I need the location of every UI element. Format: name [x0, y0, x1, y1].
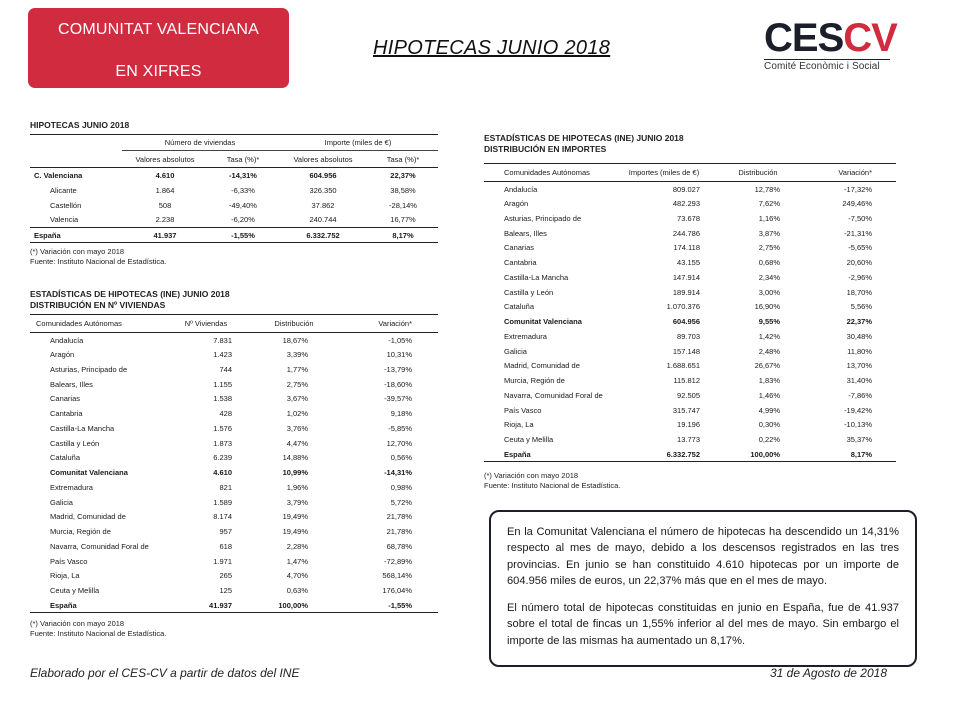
table-row	[30, 598, 438, 613]
cell-value: 26,67%	[754, 361, 780, 371]
table-row	[484, 359, 896, 374]
logo-mark	[764, 18, 904, 58]
cell-value: 1,46%	[758, 390, 780, 400]
row-label: Cataluña	[504, 302, 535, 312]
cell-value: 41.937	[209, 600, 232, 610]
cell-value: 8.174	[213, 512, 232, 522]
cell-value: -72,89%	[384, 556, 412, 566]
row-label: Andalucía	[50, 335, 84, 345]
cell-value: 9,18%	[390, 409, 412, 419]
cell-value: -1,05%	[388, 335, 412, 345]
logo-mark-cv: CV	[843, 16, 897, 60]
cell-value: 7.831	[213, 335, 232, 345]
table-row	[30, 583, 438, 598]
cell-value: 3,39%	[286, 350, 308, 360]
row-label: Murcia, Región de	[50, 527, 111, 537]
table-row	[484, 226, 896, 241]
table-row	[30, 495, 438, 510]
cell-value: 16,77%	[390, 215, 416, 225]
table-row	[30, 347, 438, 362]
cell-value: 5,72%	[390, 497, 412, 507]
cell-value: 19,49%	[282, 512, 308, 522]
cell-value: 92.505	[677, 390, 700, 400]
cell-value: 115.812	[673, 376, 700, 386]
col-header: Comunidades Autónomas	[36, 319, 122, 328]
cell-value: 157.148	[672, 346, 700, 356]
cell-value: 125	[219, 586, 232, 596]
table-row	[30, 421, 438, 436]
cell-value: 12,78%	[754, 184, 780, 194]
summary-table-title: HIPOTECAS JUNIO 2018	[30, 120, 130, 130]
cell-value: 315.747	[672, 405, 700, 415]
cell-value: -5,85%	[388, 423, 412, 433]
region-badge	[28, 8, 289, 88]
cell-value: 73.678	[677, 213, 700, 223]
row-label: C. Valenciana	[34, 170, 83, 180]
group-header-importe: Importe (miles de €)	[278, 135, 438, 151]
row-label: Cataluña	[50, 453, 81, 463]
cell-value: -6,20%	[231, 215, 255, 225]
cell-value: 2,75%	[286, 379, 308, 389]
table-row	[30, 213, 438, 228]
cell-value: -1,55%	[388, 600, 412, 610]
col-header: Distribución	[738, 168, 778, 177]
table-row	[484, 211, 896, 226]
cell-value: -7,50%	[848, 213, 872, 223]
viviendas-title-2: DISTRIBUCIÓN EN Nº VIVIENDAS	[30, 300, 166, 310]
table-row	[484, 182, 896, 197]
row-label: Castilla y León	[504, 287, 554, 297]
importes-note: (*) Variación con mayo 2018	[484, 471, 579, 481]
row-label: Balears, Illes	[50, 379, 93, 389]
cell-value: 4,47%	[286, 438, 308, 448]
row-label: Galicia	[504, 346, 527, 356]
summary-table	[30, 134, 438, 243]
importes-table-block	[484, 133, 896, 490]
cell-value: 19,49%	[282, 527, 308, 537]
row-label: Navarra, Comunidad Foral de	[504, 390, 603, 400]
cell-value: 35,37%	[846, 435, 872, 445]
cell-value: 482.293	[672, 199, 700, 209]
table-row	[30, 406, 438, 421]
cell-value: 604.956	[309, 170, 337, 180]
cell-value: 30,48%	[846, 331, 872, 341]
cell-value: 174.118	[673, 243, 700, 253]
footer-source: Elaborado por el CES-CV a partir de datos del INE	[30, 666, 300, 680]
cell-value: 0,63%	[286, 586, 308, 596]
cell-value: -2,96%	[848, 272, 872, 282]
cell-value: 38,58%	[390, 185, 416, 195]
row-label: Cantabria	[50, 409, 83, 419]
cell-value: 2,75%	[758, 243, 780, 253]
row-label: Aragón	[50, 350, 75, 360]
cell-value: 12,70%	[386, 438, 412, 448]
table-row	[30, 392, 438, 407]
table-row	[30, 465, 438, 480]
row-label: Castellón	[50, 200, 82, 210]
cell-value: 1,96%	[286, 482, 308, 492]
cell-value: 3,79%	[286, 497, 308, 507]
cell-value: -6,33%	[231, 185, 255, 195]
viviendas-table-body	[30, 333, 438, 613]
cell-value: 21,78%	[386, 527, 412, 537]
logo-subtitle: Comité Econòmic i Social	[764, 59, 890, 72]
ces-cv-logo	[764, 18, 904, 76]
cell-value: 240.744	[309, 215, 337, 225]
col-header: Nº Viviendas	[184, 319, 228, 328]
cell-value: 5,56%	[850, 302, 872, 312]
badge-line-2: EN XIFRES	[115, 63, 202, 80]
row-label: Andalucía	[504, 184, 538, 194]
cell-value: 3,76%	[286, 423, 308, 433]
cell-value: 1.423	[213, 350, 232, 360]
cell-value: 2,34%	[758, 272, 780, 282]
summary-source: Fuente: Instituto Nacional de Estadística.	[30, 256, 167, 266]
cell-value: 37.862	[311, 200, 335, 210]
cell-value: 9,55%	[758, 317, 780, 327]
table-row	[484, 403, 896, 418]
cell-value: -28,14%	[389, 200, 417, 210]
table-row	[30, 436, 438, 451]
cell-value: -18,60%	[384, 379, 412, 389]
logo-mark-ces: CES	[764, 16, 844, 60]
summary-table-body	[30, 168, 438, 243]
row-label: País Vasco	[50, 556, 88, 566]
row-label: Madrid, Comunidad de	[504, 361, 580, 371]
row-label: Valencia	[50, 215, 79, 225]
cell-value: 4.610	[155, 170, 175, 180]
cell-value: -10,13%	[844, 420, 872, 430]
summary-note: (*) Variación con mayo 2018	[30, 247, 125, 256]
cell-value: 1.155	[213, 379, 232, 389]
cell-value: 2,28%	[286, 541, 308, 551]
cell-value: 6.332.752	[666, 449, 700, 459]
cell-value: 1,47%	[286, 556, 308, 566]
footer-date: 31 de Agosto de 2018	[770, 666, 887, 680]
row-label: Comunitat Valenciana	[50, 468, 128, 478]
cell-value: 326.350	[309, 185, 337, 195]
table-row	[484, 329, 896, 344]
cell-value: 0,56%	[390, 453, 412, 463]
sub-header: Valores absolutos	[135, 154, 195, 164]
cell-value: 568,14%	[382, 571, 412, 581]
cell-value: 18,67%	[282, 335, 308, 345]
cell-value: 4.610	[213, 468, 232, 478]
importes-table-body	[484, 182, 896, 462]
cell-value: 100,00%	[750, 449, 780, 459]
table-row	[484, 344, 896, 359]
row-label: Castilla y León	[50, 438, 100, 448]
cell-value: 618	[219, 541, 232, 551]
importes-source: Fuente: Instituto Nacional de Estadística.	[484, 480, 621, 490]
cell-value: 1.688.651	[666, 361, 700, 371]
col-header: Variación*	[378, 319, 412, 328]
viviendas-note: (*) Variación con mayo 2018	[30, 619, 125, 629]
cell-value: -7,86%	[848, 390, 872, 400]
row-label: Extremadura	[50, 482, 93, 492]
table-row	[30, 524, 438, 539]
table-row	[30, 569, 438, 584]
cell-value: 3,00%	[758, 287, 780, 297]
table-row	[30, 183, 438, 198]
row-label: Ceuta y Melilla	[504, 435, 554, 445]
cell-value: 100,00%	[278, 600, 308, 610]
sub-header: Valores absolutos	[293, 154, 353, 164]
cell-value: 14,88%	[282, 453, 308, 463]
row-label: Galicia	[50, 497, 73, 507]
cell-value: 1.538	[213, 394, 232, 404]
row-label: Cantabria	[504, 258, 537, 268]
cell-value: -17,32%	[844, 184, 872, 194]
group-header-viviendas: Número de viviendas	[122, 135, 278, 151]
row-label: Ceuta y Melilla	[50, 586, 100, 596]
summary-table-block	[30, 120, 438, 266]
cell-value: 1.589	[213, 497, 232, 507]
cell-value: 22,37%	[846, 317, 872, 327]
cell-value: 0,30%	[758, 420, 780, 430]
cell-value: 244.786	[672, 228, 700, 238]
cell-value: 1.971	[213, 556, 232, 566]
cell-value: 89.703	[677, 331, 700, 341]
col-header: Comunidades Autónomas	[504, 168, 590, 177]
sub-header: Tasa (%)*	[226, 154, 260, 164]
cell-value: 428	[219, 409, 232, 419]
row-label: Extremadura	[504, 331, 547, 341]
table-row	[484, 196, 896, 211]
viviendas-title-1: ESTADÍSTICAS DE HIPOTECAS (INE) JUNIO 2018	[30, 289, 230, 299]
cell-value: 604.956	[672, 317, 700, 327]
table-row	[484, 388, 896, 403]
cell-value: 147.914	[672, 272, 700, 282]
table-row	[484, 241, 896, 256]
badge-line-1: COMUNITAT VALENCIANA	[57, 21, 260, 38]
cell-value: 265	[219, 571, 232, 581]
row-label: Rioja, La	[50, 571, 80, 581]
cell-value: 68,78%	[386, 541, 412, 551]
table-row	[484, 447, 896, 462]
row-label: España	[50, 600, 77, 610]
cell-value: 0,22%	[758, 435, 780, 445]
cell-value: -49,40%	[229, 200, 257, 210]
row-label: Castilla-La Mancha	[504, 272, 569, 282]
cell-value: 1.576	[213, 423, 232, 433]
col-header: Distribución	[274, 319, 314, 328]
page-title: HIPOTECAS JUNIO 2018	[373, 37, 611, 59]
cell-value: -14,31%	[384, 468, 412, 478]
row-label: Asturias, Principado de	[50, 364, 128, 374]
cell-value: 809.027	[672, 184, 700, 194]
cell-value: 2,48%	[758, 346, 780, 356]
table-row	[30, 480, 438, 495]
cell-value: -39,57%	[384, 394, 412, 404]
cell-value: 1.864	[155, 185, 175, 195]
cell-value: 508	[158, 200, 172, 210]
cell-value: 20,60%	[846, 258, 872, 268]
cell-value: 6.239	[213, 453, 232, 463]
cell-value: 1,83%	[758, 376, 780, 386]
cell-value: 31,40%	[846, 376, 872, 386]
table-row	[30, 198, 438, 213]
cell-value: 744	[219, 364, 232, 374]
cell-value: 189.914	[672, 287, 700, 297]
table-row	[30, 510, 438, 525]
commentary-paragraph-2: El número total de hipotecas constituidas en junio en España, fue de 41.937 sobre el total de fincas un 1,55% inferior al del mes de mayo. Sin embargo el importe de las mismas ha aumentado un 8,17%.	[507, 602, 899, 647]
row-label: Balears, Illes	[504, 228, 547, 238]
table-row	[30, 451, 438, 466]
row-label: País Vasco	[504, 405, 542, 415]
cell-value: 41.937	[153, 230, 177, 240]
table-row	[30, 228, 438, 243]
table-row	[30, 554, 438, 569]
cell-value: 0,68%	[758, 258, 780, 268]
table-row	[30, 168, 438, 183]
importes-table	[484, 163, 896, 462]
importes-title-1: ESTADÍSTICAS DE HIPOTECAS (INE) JUNIO 2018	[484, 133, 684, 143]
table-row	[484, 300, 896, 315]
row-label: Canarias	[504, 243, 535, 253]
viviendas-table-block	[30, 289, 438, 638]
row-label: Murcia, Región de	[504, 376, 565, 386]
cell-value: 22,37%	[390, 170, 416, 180]
cell-value: 4,70%	[286, 571, 308, 581]
row-label: España	[504, 449, 531, 459]
cell-value: 4,99%	[758, 405, 780, 415]
row-label: España	[34, 230, 61, 240]
cell-value: 7,62%	[758, 199, 780, 209]
row-label: Madrid, Comunidad de	[50, 512, 126, 522]
table-row	[484, 255, 896, 270]
cell-value: 3,67%	[286, 394, 308, 404]
cell-value: 19.196	[677, 420, 700, 430]
cell-value: 10,31%	[386, 350, 412, 360]
table-row	[484, 270, 896, 285]
cell-value: 1.070.376	[666, 302, 700, 312]
cell-value: 21,78%	[386, 512, 412, 522]
viviendas-table	[30, 314, 438, 613]
cell-value: 957	[219, 527, 232, 537]
cell-value: 1,02%	[286, 409, 308, 419]
table-row	[484, 285, 896, 300]
table-row	[30, 539, 438, 554]
cell-value: -13,79%	[384, 364, 412, 374]
col-header: Importes (miles de €)	[628, 168, 700, 177]
cell-value: 13.773	[677, 435, 700, 445]
viviendas-source: Fuente: Instituto Nacional de Estadística.	[30, 628, 167, 638]
cell-value: 16,90%	[754, 302, 780, 312]
importes-title-2: DISTRIBUCIÓN EN IMPORTES	[484, 144, 607, 154]
cell-value: 3,87%	[758, 228, 780, 238]
table-row	[484, 314, 896, 329]
cell-value: 18,70%	[846, 287, 872, 297]
cell-value: 249,46%	[842, 199, 872, 209]
table-row	[30, 362, 438, 377]
cell-value: 8,17%	[392, 230, 414, 240]
commentary-box	[489, 510, 917, 667]
row-label: Asturias, Principado de	[504, 213, 582, 223]
commentary-paragraph-1: En la Comunitat Valenciana el número de hipotecas ha descendido un 14,31% respecto al mes de mayo, debido a los descensos registrados en las tres provincias. En junio se han constituido 4.610 hipotecas por un importe de 604.956 miles de euros, un 22,37% más que en el mes de mayo.	[507, 526, 899, 587]
cell-value: 1,42%	[758, 331, 780, 341]
cell-value: 821	[219, 482, 232, 492]
row-label: Alicante	[50, 185, 77, 195]
row-label: Rioja, La	[504, 420, 534, 430]
cell-value: 13,70%	[846, 361, 872, 371]
cell-value: 8,17%	[850, 449, 872, 459]
row-label: Canarias	[50, 394, 81, 404]
sub-header: Tasa (%)*	[386, 154, 420, 164]
cell-value: 2.238	[155, 215, 175, 225]
table-row	[484, 432, 896, 447]
cell-value: 6.332.752	[306, 230, 340, 240]
cell-value: 1,16%	[758, 213, 780, 223]
cell-value: -21,31%	[844, 228, 872, 238]
cell-value: -14,31%	[229, 170, 257, 180]
table-row	[484, 418, 896, 433]
cell-value: 1.873	[213, 438, 232, 448]
cell-value: 11,80%	[847, 346, 872, 356]
cell-value: -19,42%	[844, 405, 872, 415]
cell-value: 10,99%	[282, 468, 308, 478]
cell-value: 176,04%	[382, 586, 412, 596]
row-label: Comunitat Valenciana	[504, 317, 582, 327]
col-header: Variación*	[838, 168, 872, 177]
table-row	[484, 373, 896, 388]
cell-value: -5,65%	[848, 243, 872, 253]
cell-value: 0,98%	[390, 482, 412, 492]
cell-value: -1,55%	[231, 230, 255, 240]
row-label: Aragón	[504, 199, 529, 209]
cell-value: 43.155	[677, 258, 700, 268]
row-label: Navarra, Comunidad Foral de	[50, 541, 149, 551]
row-label: Castilla-La Mancha	[50, 423, 115, 433]
table-row	[30, 333, 438, 348]
table-row	[30, 377, 438, 392]
cell-value: 1,77%	[286, 364, 308, 374]
